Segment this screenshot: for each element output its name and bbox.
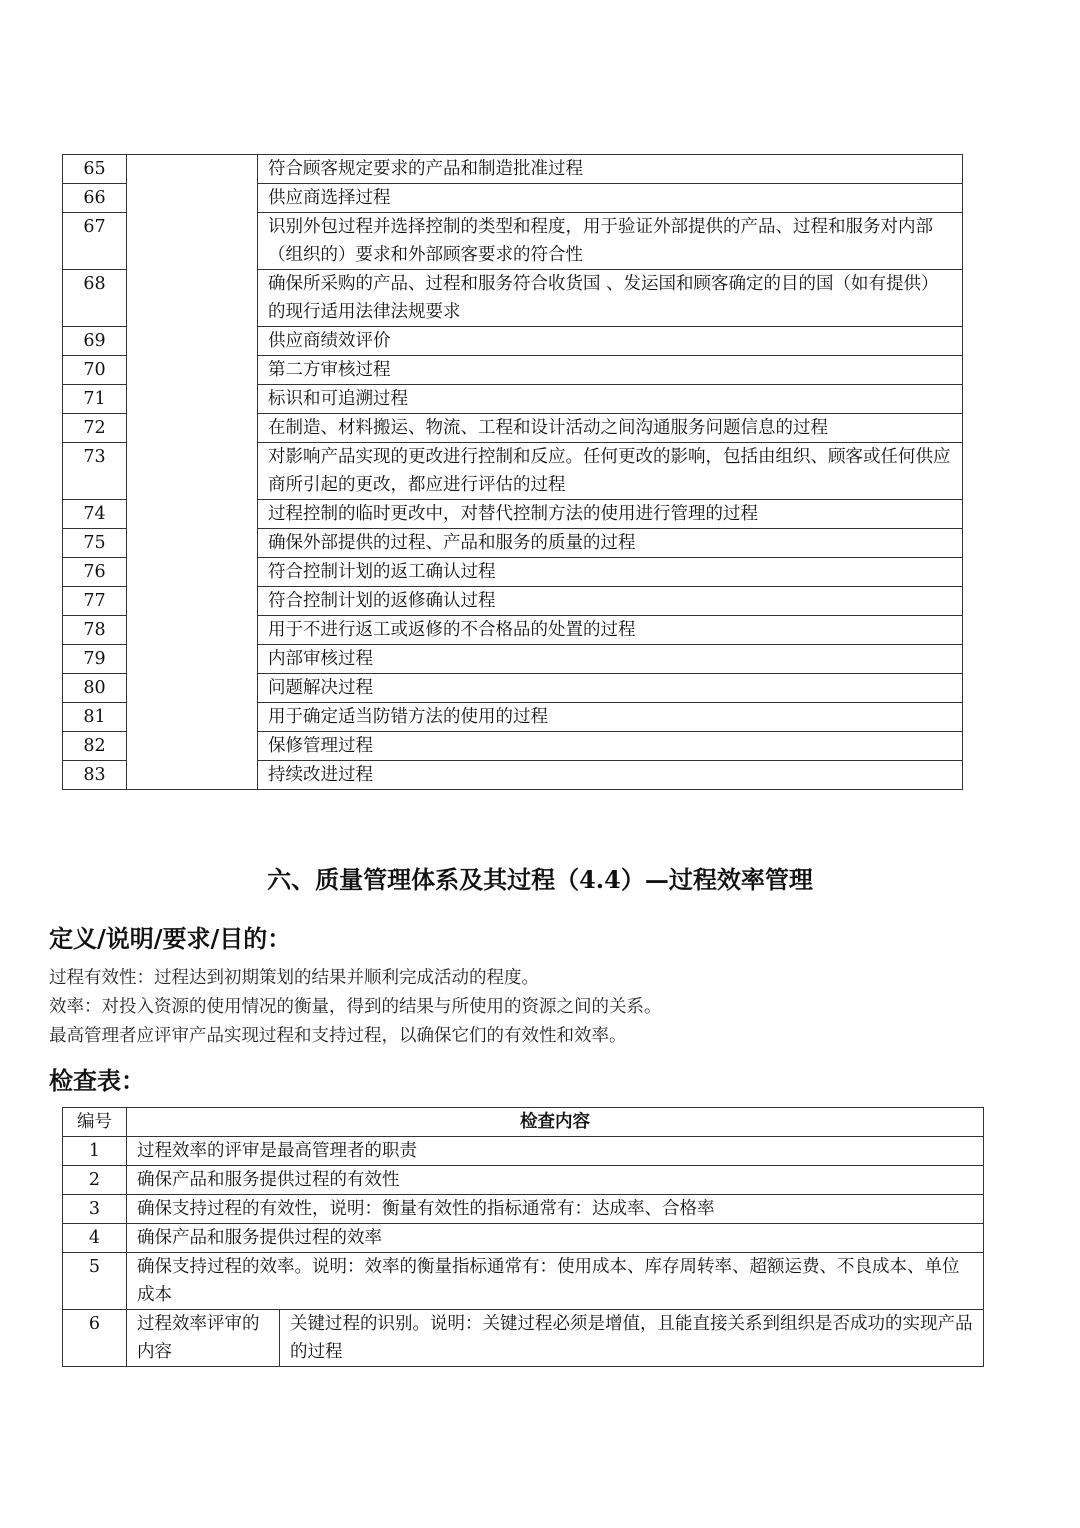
row-number: 76 [63, 558, 127, 587]
row-text: 符合顾客规定要求的产品和制造批准过程 [258, 155, 963, 184]
row-text: 关键过程的识别。说明：关键过程必须是增值，且能直接关系到组织是否成功的实现产品的过程 [280, 1310, 984, 1367]
header-content: 检查内容 [127, 1108, 984, 1137]
checklist-heading: 检查表： [49, 1066, 145, 1095]
row-number: 77 [63, 587, 127, 616]
row-number: 71 [63, 385, 127, 414]
row-text: 用于不进行返工或返修的不合格品的处置的过程 [258, 616, 963, 645]
table-row [63, 1195, 984, 1224]
row-number: 79 [63, 645, 127, 674]
row-number: 3 [63, 1195, 127, 1224]
row-number: 74 [63, 500, 127, 529]
row-number: 65 [63, 155, 127, 184]
row-text: 对影响产品实现的更改进行控制和反应。任何更改的影响，包括由组织、顾客或任何供应商所引起的更改，都应进行评估的过程 [258, 443, 963, 500]
row-number: 73 [63, 443, 127, 500]
section-title: 六、质量管理体系及其过程（4.4）—过程效率管理 [267, 865, 813, 894]
row-number: 66 [63, 184, 127, 213]
table-row [63, 1310, 984, 1367]
row-number: 4 [63, 1224, 127, 1253]
table-row [63, 1166, 984, 1195]
paragraph: 最高管理者应评审产品实现过程和支持过程，以确保它们的有效性和效率。 [49, 1026, 627, 1046]
row-text: 确保支持过程的效率。说明：效率的衡量指标通常有：使用成本、库存周转率、超额运费、不良成本、单位成本 [127, 1253, 984, 1310]
table-row [63, 155, 963, 184]
row-text: 符合控制计划的返修确认过程 [258, 587, 963, 616]
row-text: 持续改进过程 [258, 761, 963, 790]
row-text: 内部审核过程 [258, 645, 963, 674]
table-row [63, 1224, 984, 1253]
row-number: 83 [63, 761, 127, 790]
table-header-row [63, 1108, 984, 1137]
row-text: 确保所采购的产品、过程和服务符合收货国 、发运国和顾客确定的目的国（如有提供）的现行适用法律法规要求 [258, 270, 963, 327]
row-text: 识别外包过程并选择控制的类型和程度，用于验证外部提供的产品、过程和服务对内部（组织的）要求和外部顾客要求的符合性 [258, 213, 963, 270]
row-text: 供应商选择过程 [258, 184, 963, 213]
row-label: 过程效率评审的内容 [127, 1310, 280, 1367]
paragraph: 过程有效性：过程达到初期策划的结果并顺利完成活动的程度。 [49, 968, 539, 988]
row-number: 1 [63, 1137, 127, 1166]
process-table [62, 154, 963, 790]
row-number: 80 [63, 674, 127, 703]
row-number: 72 [63, 414, 127, 443]
checklist-table [62, 1107, 984, 1367]
row-text: 确保产品和服务提供过程的有效性 [127, 1166, 984, 1195]
row-text: 符合控制计划的返工确认过程 [258, 558, 963, 587]
row-number: 78 [63, 616, 127, 645]
row-text: 标识和可追溯过程 [258, 385, 963, 414]
row-number: 6 [63, 1310, 127, 1367]
row-number: 5 [63, 1253, 127, 1310]
row-text: 确保外部提供的过程、产品和服务的质量的过程 [258, 529, 963, 558]
row-number: 68 [63, 270, 127, 327]
row-text: 保修管理过程 [258, 732, 963, 761]
row-number: 67 [63, 213, 127, 270]
row-text: 问题解决过程 [258, 674, 963, 703]
row-number: 69 [63, 327, 127, 356]
row-number: 81 [63, 703, 127, 732]
row-text: 过程效率的评审是最高管理者的职责 [127, 1137, 984, 1166]
row-text: 过程控制的临时更改中，对替代控制方法的使用进行管理的过程 [258, 500, 963, 529]
definition-heading: 定义/说明/要求/目的： [49, 924, 292, 953]
row-text: 用于确定适当防错方法的使用的过程 [258, 703, 963, 732]
paragraph: 效率：对投入资源的使用情况的衡量，得到的结果与所使用的资源之间的关系。 [49, 997, 662, 1017]
row-number: 70 [63, 356, 127, 385]
row-text: 第二方审核过程 [258, 356, 963, 385]
table-row [63, 1253, 984, 1310]
row-text: 确保产品和服务提供过程的效率 [127, 1224, 984, 1253]
header-number: 编号 [63, 1108, 127, 1137]
table-row [63, 1137, 984, 1166]
row-number: 2 [63, 1166, 127, 1195]
row-number: 82 [63, 732, 127, 761]
category-cell [127, 155, 258, 790]
row-text: 供应商绩效评价 [258, 327, 963, 356]
row-number: 75 [63, 529, 127, 558]
row-text: 确保支持过程的有效性，说明：衡量有效性的指标通常有：达成率、合格率 [127, 1195, 984, 1224]
row-text: 在制造、材料搬运、物流、工程和设计活动之间沟通服务问题信息的过程 [258, 414, 963, 443]
